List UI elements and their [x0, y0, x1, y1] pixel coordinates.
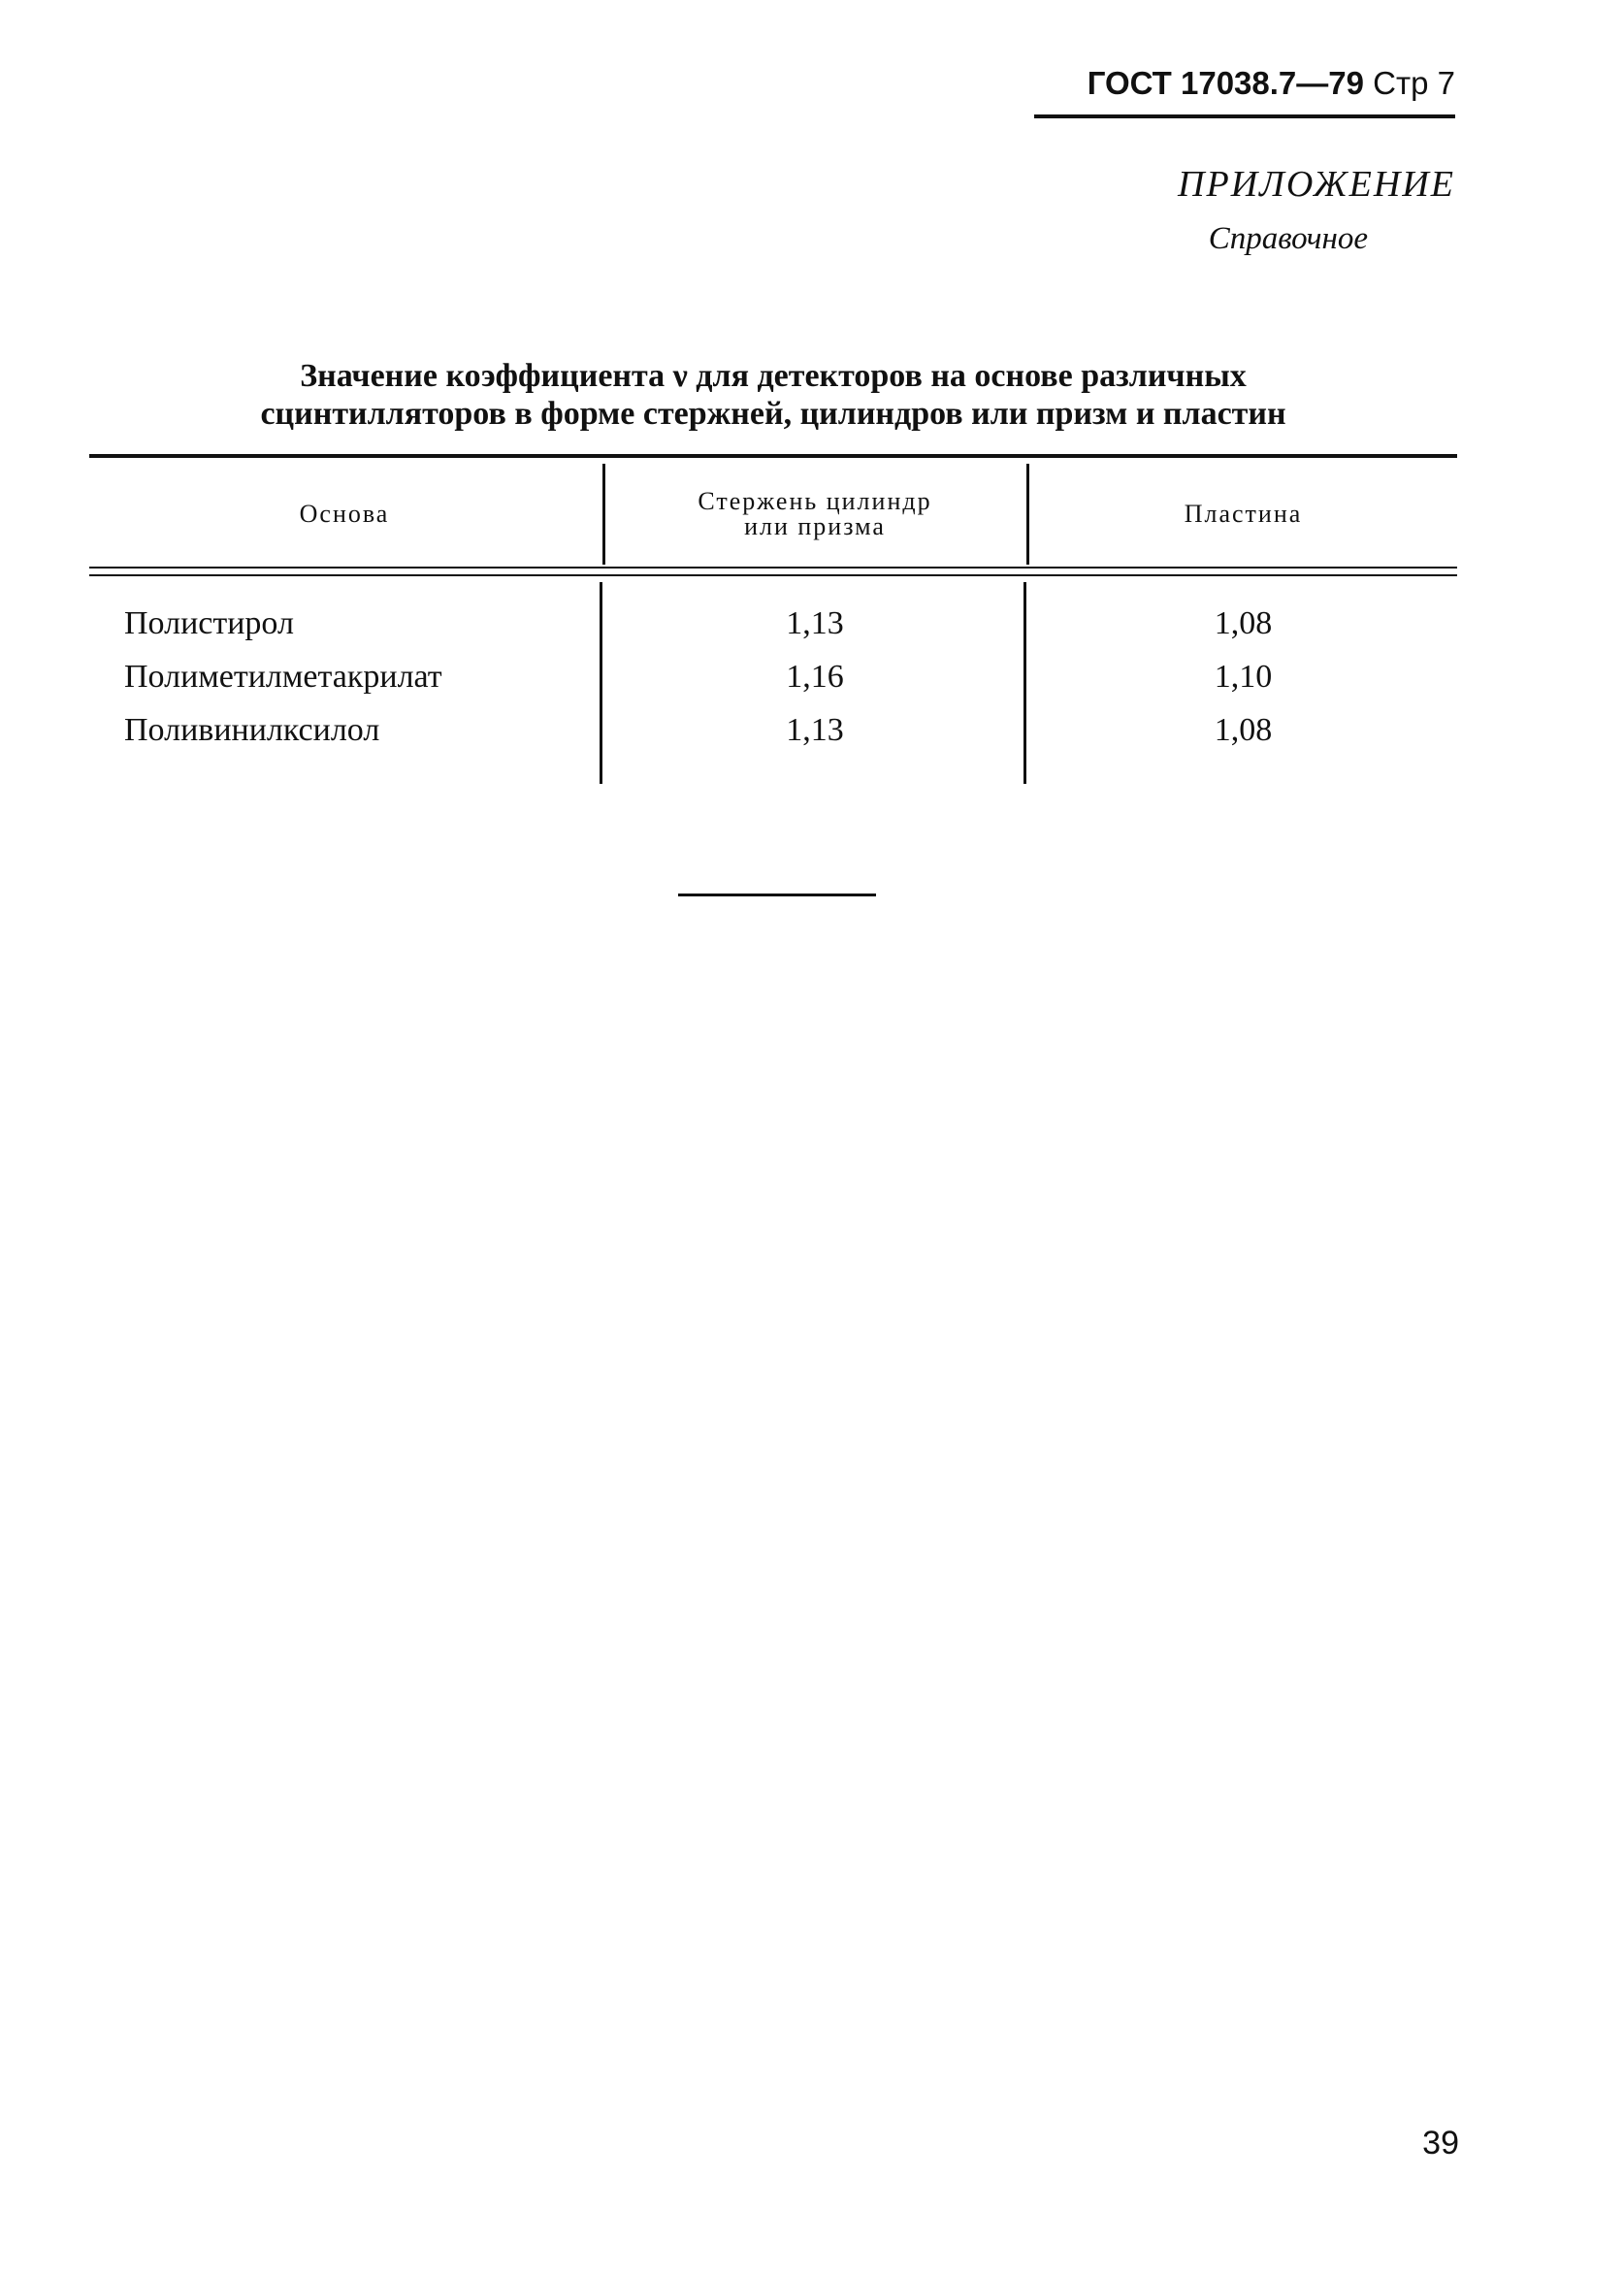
header-column-divider-2 — [1026, 464, 1029, 565]
cell-plate-value: 1,08 — [1214, 605, 1273, 641]
cell-plate-value: 1,08 — [1214, 712, 1273, 748]
cell-rod-value: 1,13 — [786, 605, 844, 641]
column-header-base-label: Основа — [299, 500, 390, 528]
page-number: 39 — [1422, 2125, 1459, 2161]
column-header-rod-line-2: или призма — [744, 512, 886, 540]
cell-plate-value: 1,10 — [1214, 659, 1273, 695]
cell-rod-value: 1,13 — [786, 712, 844, 748]
table-row — [89, 704, 1457, 758]
section-end-rule — [678, 894, 876, 896]
table-row — [89, 651, 1457, 704]
appendix-subtitle: Справочное — [1208, 221, 1368, 256]
header-column-divider-1 — [602, 464, 605, 565]
header-text — [1088, 64, 1455, 103]
header-double-rule-lower — [89, 574, 1457, 576]
table-top-rule — [89, 454, 1457, 458]
table-caption-line-2: сцинтилляторов в форме стержней, цилиндров или призм и пластин — [260, 396, 1286, 432]
header-double-rule-upper — [89, 567, 1457, 569]
page-header — [1028, 64, 1455, 128]
table-row — [89, 598, 1457, 651]
cell-base: Полиметилметакрилат — [124, 659, 442, 695]
coefficient-table — [89, 454, 1457, 784]
table-caption — [89, 357, 1457, 433]
column-header-base — [89, 462, 600, 567]
column-header-rod — [605, 462, 1024, 567]
cell-base: Поливинилксилол — [124, 712, 380, 748]
column-header-plate — [1029, 462, 1457, 567]
table-body — [89, 598, 1457, 758]
appendix-title: ПРИЛОЖЕНИЕ — [1178, 164, 1455, 205]
cell-base: Полистирол — [124, 605, 294, 641]
header-rule — [1034, 114, 1455, 118]
table-caption-line-1: Значение коэффициента ν для детекторов на основе различных — [300, 358, 1247, 394]
column-header-rod-line-1: Стержень цилиндр — [698, 487, 932, 515]
column-header-plate-label: Пластина — [1184, 500, 1303, 528]
page-label: Стр 7 — [1373, 65, 1455, 101]
standard-code: ГОСТ 17038.7—79 — [1087, 65, 1364, 101]
cell-rod-value: 1,16 — [786, 659, 844, 695]
